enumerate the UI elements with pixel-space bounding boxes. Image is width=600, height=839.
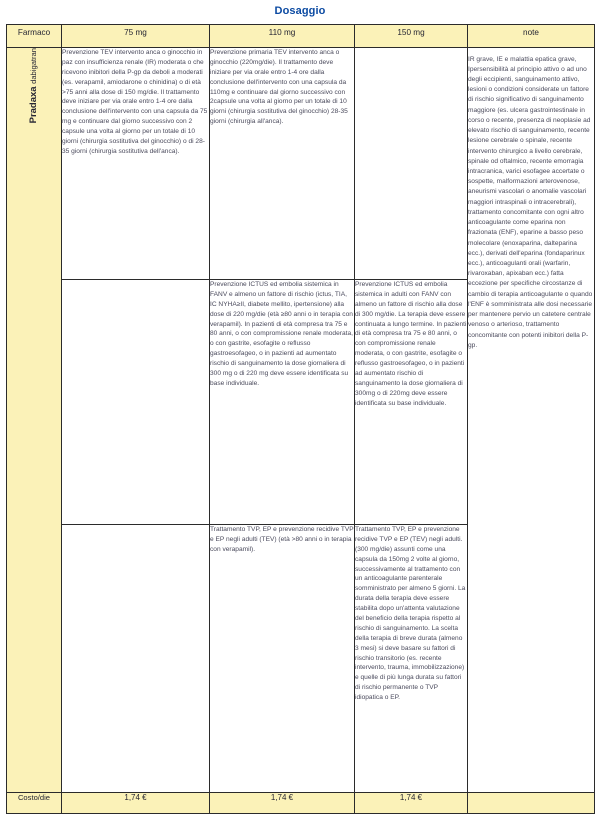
column-header-150mg-label: 150 mg <box>397 28 425 37</box>
cell-110mg-row2 <box>210 280 355 525</box>
cell-75mg-row2 <box>62 280 210 525</box>
column-header-note-label: note <box>523 28 539 37</box>
cell-110mg-row3 <box>210 525 355 793</box>
page-title: Dosaggio <box>274 5 326 17</box>
cell-text: IR grave, IE e malattia epatica grave, Ipersensibilità al principio attivo o ad uno degli eccipienti, sanguinamento attivo, lesioni o condizioni considerate un fattore di rischio significativo di sanguinamento maggiore (es. ulcera gastrointestinale in corso o recente, presenza di neoplasie ad elevato rischio di sanguinamento, recente lesione cerebrale o spinale, recente intervento chirurgico a livello cerebrale, spinale od oftalmico, recente emorragia intracranica, varici esofagee accertate o sospette, malformazioni arterovenose, aneurismi vascolari o anomalie vascolari maggiori intraspinali o intracerebrali), trattamento concomitante con ogni altro anticoagulante come eparina non frazionata (ENF), eparine a basso peso molecolare (enoxaparina, dalteparina ecc.), derivati dell'eparina (fondaparinux ecc.), anticoagulanti orali (warfarin, rivaroxaban, apixaban ecc.) fatta eccezione per specifiche circostanze di cambio di terapia anticoagulante o quando l'ENF è somministrata alle dosi necessarie per mantenere pervio un catetere centrale venoso o arterioso, trattamento concomitante con potenti inibitori della P-gp. <box>468 55 593 349</box>
cell-text: Prevenzione TEV intervento anca o ginocchio in paz con insufficienza renale (IR) moderata o che ricevono inibitori della P-gp da deboli a moderati (es. verapamil, amiodarone o chinidina) o di età >75 anni alla dose di 150 mg/die. Il trattamento deve iniziare per via orale entro 1-4 ore dalla conclusione dell'intervento con una capsula da 75 mg e continuare dal giorno successivo con 2 capsule una volta al giorno per un totale di 10 giorni (chirurgia sostitutiva del ginocchio) o di 28-35 giorni (chirurgia sostitutiva dell'anca). <box>62 49 208 155</box>
drug-generic-name: dabigatran <box>28 48 38 84</box>
cell-text: Trattamento TVP, EP e prevenzione recidive TVP e EP negli adulti (TEV) (età >80 anni o in terapia con verapamil). <box>210 526 354 553</box>
cell-75mg-row1 <box>62 48 210 280</box>
cell-150mg-row2 <box>355 280 468 525</box>
cost-150mg-cell: 1,74 € <box>355 793 468 814</box>
cell-note <box>468 48 595 793</box>
cell-text: Trattamento TVP, EP e prevenzione recidive TVP e EP (TEV) negli adulti. (300 mg/die) assunti come una capsula da 150mg 2 volte al giorno, successivamente al trattamento con un anticoagulante parenterale somministrato per almeno 5 giorni. La durata della terapia deve essere stabilita dopo un'attenta valutazione del beneficio della terapia rispetto al rischio di sanguinamento. La scelta della terapia di breve durata (almeno 3 mesi) si deve basare su fattori di rischio transitorio (es. recente intervento, trauma, immobilizzazione) e quelle di più lunga durata su fattori di rischio permanente o TVP idiopatica o EP. <box>355 526 466 702</box>
column-header-110mg-label: 110 mg <box>268 28 296 37</box>
cell-75mg-row3 <box>62 525 210 793</box>
cost-note-cell <box>468 793 595 814</box>
column-header-75mg-label: 75 mg <box>124 28 147 37</box>
table-body <box>7 48 595 793</box>
table-row <box>7 48 595 280</box>
dosage-table <box>6 24 595 814</box>
cell-text: Prevenzione ICTUS ed embolia sistemica in FANV e almeno un fattore di rischio (ictus, TIA, IC NYHA≥II, diabete mellito, ipertensione) alla dose di 220 mg/die (età ≥80 anni o in terapia con verapamil). In pazienti di età compresa tra 75 e 80 anni, o con compromissione renale moderata, o con gastrite, esofagite o reflusso gastroesofageo, o in pazienti ad aumentato rischio di sanguinamento la dose giornaliera di 300 mg o di 220 mg deve essere identificata su base individuale. <box>210 281 353 387</box>
drug-brand-name: Pradaxa <box>27 86 39 124</box>
column-header-farmaco <box>7 25 62 48</box>
cost-75mg-cell: 1,74 € <box>62 793 210 814</box>
cell-text: Prevenzione primaria TEV intervento anca o ginocchio (220mg/die). Il trattamento deve iniziare per via orale entro 1-4 ore dalla conclusione dell'intervento con una capsula da 110mg e continuare dal giorno successivo con 2capsule una volta al giorno per un totale di 10 giorni (chirurgia sostitutiva del ginocchio) 28-35 giorni (chirurgia all'anca). <box>210 49 348 126</box>
cost-label-cell: Costo/die <box>7 793 62 814</box>
column-header-75mg <box>62 25 210 48</box>
drug-vertical-label <box>28 48 40 123</box>
column-header-farmaco-label: Farmaco <box>17 28 51 37</box>
cell-150mg-row1 <box>355 48 468 280</box>
column-header-110mg <box>210 25 355 48</box>
table-header <box>7 25 595 48</box>
column-header-150mg <box>355 25 468 48</box>
table-header-row <box>7 25 595 48</box>
table-footer <box>7 793 595 814</box>
drug-name-cell <box>7 48 62 793</box>
cost-row <box>7 793 595 814</box>
cost-110mg-cell: 1,74 € <box>210 793 355 814</box>
cell-110mg-row1 <box>210 48 355 280</box>
column-header-note <box>468 25 595 48</box>
cell-text: Prevenzione ICTUS ed embolia sistemica in adulti con FANV con almeno un fattore di rischio alla dose di 300 mg/die. La terapia deve essere continuata a lungo termine. In pazienti di età compresa tra 75 e 80 anni, o con compromissione renale moderata, o con gastrite, esofagite o reflusso gastroesofageo, o in pazienti ad aumentato rischio di sanguinamento la dose giornaliera di 300mg o di 220mg deve essere identificata su base individuale. <box>355 281 467 407</box>
cell-150mg-row3 <box>355 525 468 793</box>
